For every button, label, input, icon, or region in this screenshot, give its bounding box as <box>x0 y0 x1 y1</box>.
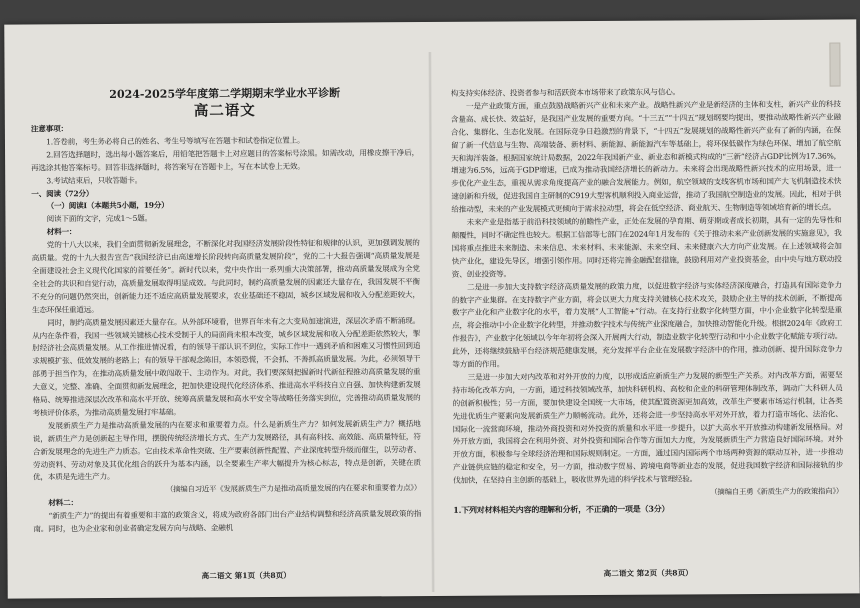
paragraph: 构支持实体经济、投资者参与和活跃资本市场带来了政策东风与信心。 <box>450 87 680 98</box>
question-1: 1.下列对材料相关内容的理解和分析，不正确的一项是（3分） <box>453 503 670 515</box>
subject-title: 高二语文 <box>193 102 256 120</box>
note-1: 1.答卷前，考生务必将自己的姓名、考生号等填写在答题卡和试卷指定位置上。 <box>46 135 305 147</box>
right-page <box>450 42 843 582</box>
paragraph: 三是进一步加大对内改革和对外开放的力度，以形成适应新质生产力发展的新型生产关系。对内改革方面，需要坚持市场化改革方向，一方面，通过科技领域改革，加快科研机构、高校和企业的科研管理体制改革，调动广大科研人员的创新积极性；另一方面，要加快建设全国统一大市场，使其配置资源更加高效，改革生产要素市场运行机制，让各类先进优质生产要素向发展新质生产力顺畅流动。此外，还将会进一步坚持高水平对外开放，着力打造市场化、法治化、国际化一流营商环境，推动外商投资和对外投资的质量和水平进一步提升，以扩大高水平开放推动构建新发展格局。对外开放方面，我国将会在利用外资、对外投资和国际合作等方面加大力度，为发展新质生产力营造良好国际环境。对外开放方面，积极参与全球经济治理和国际规则制定。一方面，通过国内国际两个市场两种资源的联动互补，进一步推动产业链供应链的稳定和安全，另一方面，推动数字贸易、跨境电商等新业态的发展，促进我国数字经济和国际接轨的步伐加快，在坚持自主创新的基础上，吸收世界先进的科学技术与管理经验。 <box>452 370 843 486</box>
binding-tape <box>829 43 840 87</box>
material1-heading: 材料一： <box>46 227 77 237</box>
page-footer: 高二语文 第1页（共8页） <box>201 570 291 581</box>
subsection-heading: （一）阅读Ⅰ（本题共5小题，19分） <box>46 201 169 211</box>
notes-heading: 注意事项： <box>30 124 68 134</box>
exam-title: 2024-2025学年度第二学期期末学业水平诊断 <box>109 86 341 101</box>
paragraph: 二是进一步加大支持数字经济高质量发展的政策力度，以促进数字经济与实体经济深度融合，打造具有国际竞争力的数字产业集群。在支持数字产业方面，将会以更大力度支持关键核心技术攻关，鼓励企业主导的技术创新，不断提高数字产业化和产业数字化的水平，着力发展“人工智能+”行动。在支持行业数字化转型方面，中小企业数字化转型是重点，将会推动中小企业数字化转型，并推动数字技术与传统产业深度融合，加快推动智能化升级。根据2024年《政府工作报告》，产业数字化领域以今年年初将会深入开展两大行动，制造业数字化转型行动和中小企业数字化赋能专项行动。此外，还将继续鼓励平台经济规范健康发展，充分发挥平台企业在发展数字经济中的作用，推动创新、提升国际竞争力等方面的作用。 <box>451 280 843 369</box>
material2-paragraph: “新质生产力”的提出有着重要和丰富的政策含义，将成为政府各部门出台产业结构调整和经济高质量发展政策的指南。同时，也为企业家和创业者确定发展方向与战略、金融机 <box>33 509 422 534</box>
instruction: 阅读下面的文字，完成1～5题。 <box>46 214 153 224</box>
page-footer: 高二语文 第2页（共8页） <box>603 568 693 578</box>
material1-source: （摘编自习近平《发展新质生产力是推动高质量发展的内在要求和重要着力点》） <box>165 483 422 495</box>
note-2: 2.回答选择题时，选出每小题答案后，用铅笔把答题卡上对应题目的答案标号涂黑。如需改动，用橡皮擦干净后，再选涂其他答案标号。回答非选择题时，将答案写在答题卡上，写在本试卷上无效。 <box>31 147 420 173</box>
exam-paper-sheet <box>4 19 859 598</box>
material2-source: （摘编自王勇《新质生产力的政策指向》） <box>710 486 844 497</box>
left-page <box>30 44 421 584</box>
section-heading: 一、阅读（72分） <box>31 188 94 198</box>
paragraph: 一是产业政策方面，重点鼓励战略新兴产业和未来产业。战略性新兴产业是新经济的主体和支柱，新兴产业的科技含量高、成长快、效益好，是我国产业发展的重要方向。“十三五”“十四五”规划纲要均提出，要推动战略性新兴产业融合化、集群化、生态化发展。在国际竞争日趋激烈的背景下，“十四五”发展规划的战略性新兴产业有了新的内涵，在保留了新一代信息与生物、高端装备、新材料、新能源、新能源汽车等基础上，将环保低碳作为绿色环保、增加了航空航天和海洋装备。根据国家统计局数据，2022年我国新产业、新业态和新模式构成的“三新”经济占GDP比例为17.36%，增速为6.5%，远高于GDP增速，已成为推动我国经济增长的新动力。未来将会出现战略性新兴技术的应用场景，进一步优化产业生态，重视从需求角度提高产业的融合发展能力。例如，航空领域的支线客机市场和国产大飞机制造技术快速创新和升级，促进我国自主研制的C919大型客机顺利投入商业运营，推动了我国航空制造业的发展。因此，相对于供给推动型，未来的产业发展模式更倾向于需求拉动型，将会在低空经济、商业航天、生物制造等领域培育新的增长点。 <box>450 99 842 215</box>
paragraph: 未来产业是指基于前沿科技领域的前瞻性产业，正处在发展的孕育期、萌芽期或者成长初期，具有一定的先导性和颠覆性，同时不确定性也较大。根据工信部等七部门在2024年1月发布的《关于推动未来产业创新发展的实施意见》，我国将重点推进未来制造、未来信息、未来材料、未来能源、未来空间、未来健康六大方向产业发展。在上述领域将会加快产业化，建设先导区，增强引领作用。同时还将完善金融配套措施，鼓励利用对产业投资基金，由中央与地方联动投资、创业投资等。 <box>451 215 842 279</box>
material1-paragraph: 同时，制约高质量发展因素还大量存在。从外部环境看，世界百年未有之大变局加速演进，深层次矛盾不断涌现。从内在条件看，我国一些领域关键核心技术受制于人的局面尚未根本改变，城乡区域发展和收入分配差距依然较大，掣肘经济社会高质量发展。从工作推进情况看，有的领导干部认识不到位，实际工作中一遇到矛盾和困难又习惯性回到追求规模扩张、低效发展的老路上；有的领导干部观念陈旧，本领恐慌，不会抓、不善抓高质量发展。为此，必须领导干部勇于担当作为，在推动高质量发展中敢闯敢干、主动作为。对此，我们要深刻把握新时代新征程推动高质量发展的重大意义，完整、准确、全面贯彻新发展理念，把加快建设现代化经济体系、推进高水平科技自立自强、加快构建新发展格局、统筹推进深层次改革和高水平开放、统筹高质量发展和高水平安全等战略任务落实到位，完善推动高质量发展的考核评价体系，为推动高质量发展打牢基础。 <box>32 315 421 418</box>
note-3: 3.考试结束后，只收答题卡。 <box>46 175 142 185</box>
material1-paragraph: 发展新质生产力是推动高质量发展的内在要求和重要着力点。什么是新质生产力？如何发展新质生产力？概括地说，新质生产力是创新起主导作用，摆脱传统经济增长方式、生产力发展路径，具有高科技、高效能、高质量特征，符合新发展理念的先进生产力质态。它由技术革命性突破、生产要素创新性配置、产业深度转型升级而催生，以劳动者、劳动资料、劳动对象及其优化组合的跃升为基本内涵，以全要素生产率大幅提升为核心标志，特点是创新，关键在质优，本质是先进生产力。 <box>32 418 421 482</box>
material1-paragraph: 党的十八大以来，我们全面贯彻新发展理念，不断深化对我国经济发展阶段性特征和规律的认识，更加强调发展的高质量。党的十九大报告宣告“我国经济已由高速增长阶段转向高质量发展阶段”，党的二十大报告强调“高质量发展是全面建设社会主义现代化国家的首要任务”。新时代以来，党中央作出一系列重大决策部署，推动高质量发展成为全党全社会的共识和自觉行动，高质量发展取得明显成效。与此同时，制约高质量发展的因素还大量存在，我国发展不平衡不充分的问题仍然突出，创新能力还不适应高质量发展要求，农业基础还不稳固，城乡区域发展和收入分配差距较大，生态环保任重道远。 <box>31 238 420 315</box>
material2-heading: 材料二： <box>48 498 78 508</box>
page-fold <box>428 52 434 592</box>
